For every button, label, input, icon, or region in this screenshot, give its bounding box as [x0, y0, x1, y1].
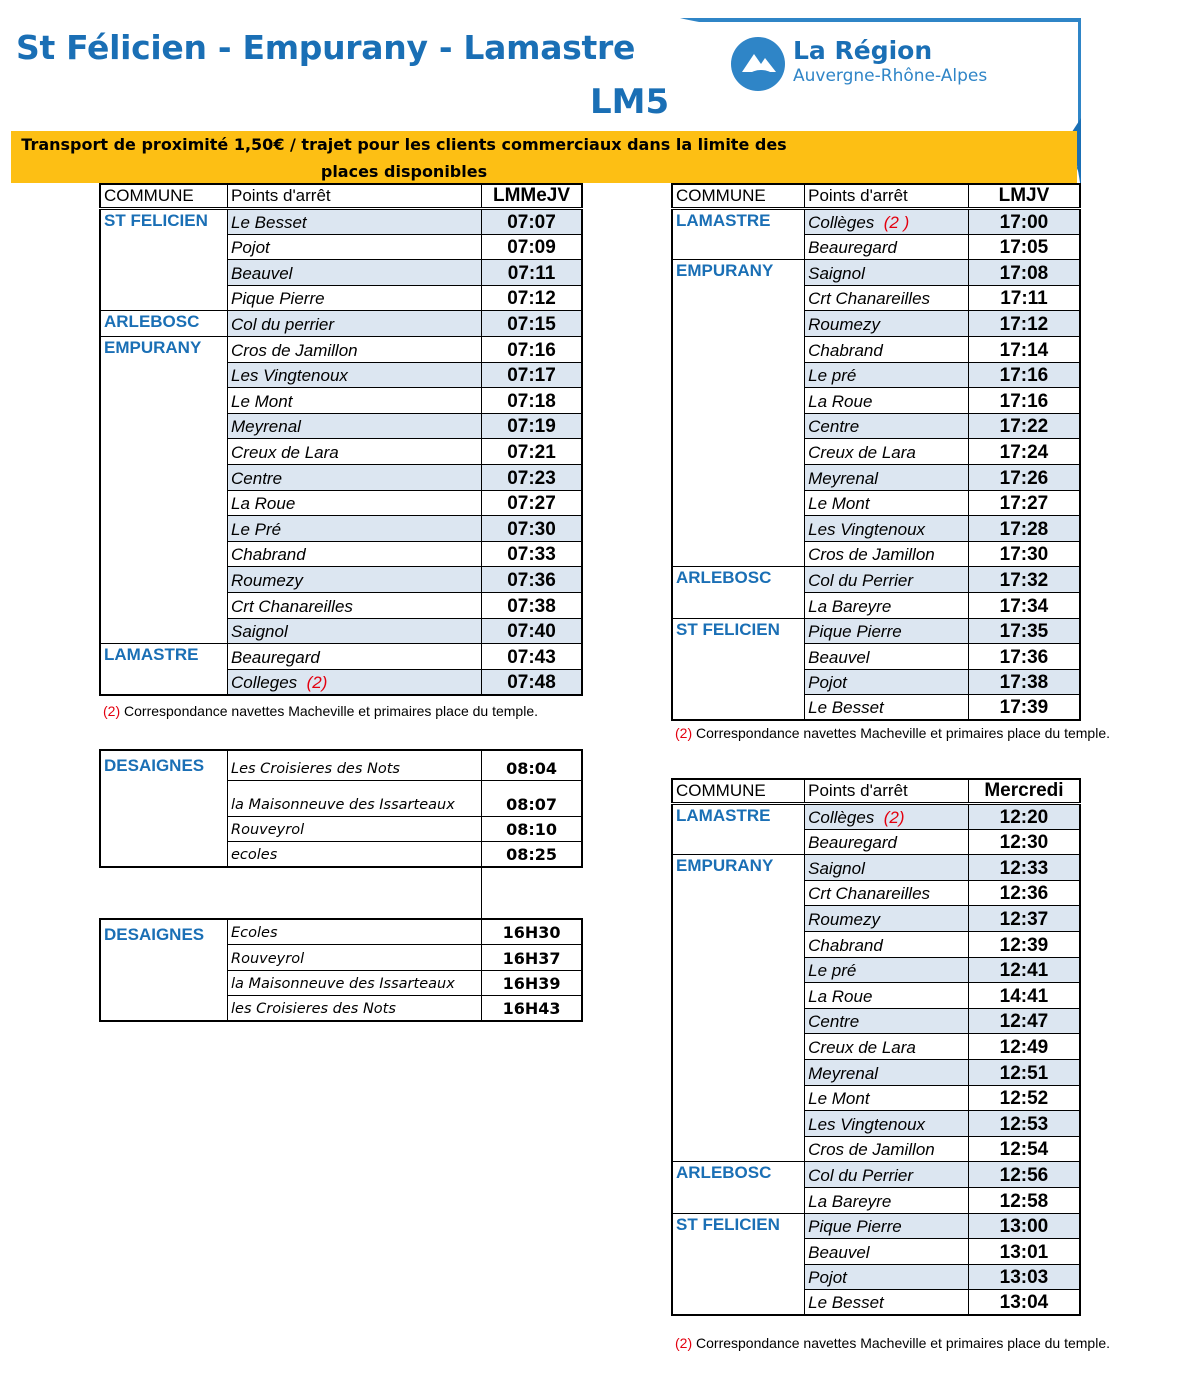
stop-note: (2) [306, 672, 328, 692]
stop-name: les Croisieres des Nots [228, 996, 482, 1022]
stop-label: La Roue [808, 986, 873, 1006]
stop-name [805, 1264, 969, 1290]
stop-name [805, 1034, 969, 1060]
stop-name [228, 285, 482, 311]
stop-name [805, 957, 969, 983]
line-code: LM5 [590, 82, 670, 122]
stop-time: 17:22 [968, 413, 1080, 439]
footnote-text: Correspondance navettes Macheville et primaires place du temple. [692, 725, 1111, 741]
stop-time: 17:36 [968, 644, 1080, 670]
stop-time: 12:30 [968, 829, 1080, 855]
stop-label: La Roue [231, 494, 296, 514]
timetable-morning [99, 183, 583, 696]
stop-time: 17:24 [968, 439, 1080, 465]
stop-time: 12:36 [968, 880, 1080, 906]
commune-name: ST FELICIEN [672, 1213, 805, 1315]
stop-name [228, 209, 482, 235]
stop-label: Le Pré [231, 519, 282, 539]
stop-name [805, 490, 969, 516]
stop-label: Beauvel [231, 263, 293, 283]
stop-name [805, 311, 969, 337]
stop-time: 07:17 [482, 362, 582, 388]
stop-name [805, 413, 969, 439]
stop-time: 12:39 [968, 931, 1080, 957]
stop-label: Crt Chanareilles [231, 596, 353, 616]
stop-time: 12:56 [968, 1162, 1080, 1188]
stop-name [805, 931, 969, 957]
stop-note: (2) [883, 807, 905, 827]
stop-label: Beauregard [808, 833, 897, 853]
stop-name [228, 234, 482, 260]
page-title: St Félicien - Empurany - Lamastre [16, 28, 636, 67]
stop-label: La Roue [808, 391, 873, 411]
stop-label: Saignol [231, 622, 288, 642]
stop-label: Centre [808, 417, 860, 437]
stop-name [805, 669, 969, 695]
stop-time: 17:00 [968, 209, 1080, 235]
stop-name [805, 1213, 969, 1239]
fare-banner-line2: places disponibles [320, 162, 488, 181]
stop-name [228, 669, 482, 695]
table-header-row [100, 184, 582, 209]
stop-label: Pojot [231, 238, 270, 258]
stop-time: 07:48 [482, 669, 582, 695]
stop-time: 07:23 [482, 464, 582, 490]
stop-label: Creux de Lara [808, 1037, 916, 1057]
fare-banner-line1: Transport de proximité 1,50€ / trajet pour les clients commerciaux dans la limite des [21, 135, 787, 154]
stop-time: 12:33 [968, 855, 1080, 881]
table-header-row [672, 184, 1080, 209]
stop-name [805, 1059, 969, 1085]
stop-label: Cros de Jamillon [231, 340, 358, 360]
footnote-table2 [675, 725, 1110, 741]
stop-time: 17:08 [968, 260, 1080, 286]
footnote-mark: (2) [103, 703, 121, 719]
footnote-mark: (2) [675, 725, 693, 741]
header-days: LMJV [968, 184, 1080, 209]
stop-time: 07:27 [482, 490, 582, 516]
stop-time: 07:18 [482, 388, 582, 414]
stop-label: Beauvel [808, 1242, 870, 1262]
stop-time: 07:38 [482, 592, 582, 618]
stop-label: Pojot [808, 1268, 847, 1288]
header-days: Mercredi [968, 779, 1080, 804]
stop-name [805, 567, 969, 593]
stop-name [228, 439, 482, 465]
stop-name: Ecoles [228, 919, 482, 945]
stop-label: Cros de Jamillon [808, 1140, 935, 1160]
stop-time: 12:47 [968, 1008, 1080, 1034]
stop-note: (2 ) [883, 212, 910, 232]
stop-label: Le Besset [808, 698, 884, 718]
stop-name [805, 855, 969, 881]
stop-name [805, 618, 969, 644]
stop-label: Crt Chanareilles [808, 884, 931, 904]
stop-label: Col du Perrier [808, 1165, 914, 1185]
stop-label: Col du perrier [231, 314, 335, 334]
desaignes-evening-table [99, 918, 583, 1022]
header-commune: COMMUNE [672, 184, 805, 209]
stop-name [805, 829, 969, 855]
commune-name: ARLEBOSC [672, 567, 805, 618]
stop-label: Les Vingtenoux [808, 519, 926, 539]
stop-name [805, 695, 969, 721]
stop-name [228, 464, 482, 490]
stop-time: 13:00 [968, 1213, 1080, 1239]
empty-spacer-cell [481, 866, 482, 918]
stop-name [228, 516, 482, 542]
stop-label: La Bareyre [808, 1191, 892, 1211]
stop-label: Chabrand [231, 545, 306, 565]
stop-time: 17:12 [968, 311, 1080, 337]
stop-label: Pojot [808, 673, 847, 693]
commune-name: DESAIGNES [100, 750, 228, 867]
timetable-evening [671, 183, 1081, 721]
table-row [672, 567, 1080, 593]
table-row [672, 1213, 1080, 1239]
stop-name [228, 490, 482, 516]
stop-label: Pique Pierre [808, 622, 902, 642]
header-commune: COMMUNE [100, 184, 228, 209]
stop-name: Rouveyrol [228, 816, 482, 842]
stop-label: Meyrenal [231, 417, 301, 437]
stop-time: 14:41 [968, 983, 1080, 1009]
commune-name: ST FELICIEN [100, 209, 228, 311]
stop-time: 12:20 [968, 804, 1080, 830]
stop-label: Saignol [808, 263, 865, 283]
stop-name [805, 1239, 969, 1265]
region-logo-subtitle: Auvergne-Rhône-Alpes [793, 66, 988, 86]
stop-time: 12:58 [968, 1187, 1080, 1213]
stop-name [228, 413, 482, 439]
commune-name: LAMASTRE [672, 804, 805, 855]
stop-name [228, 644, 482, 670]
commune-name: EMPURANY [672, 260, 805, 567]
stop-label: Chabrand [808, 340, 883, 360]
stop-time: 07:07 [482, 209, 582, 235]
stop-name [805, 516, 969, 542]
stop-name [805, 880, 969, 906]
stop-time: 17:14 [968, 336, 1080, 362]
region-logo-title: La Région [793, 36, 933, 65]
stop-name [228, 336, 482, 362]
stop-name: la Maisonneuve des Issarteaux [228, 970, 482, 996]
stop-name [805, 234, 969, 260]
stop-label: Le Mont [231, 391, 293, 411]
commune-name: ST FELICIEN [672, 618, 805, 720]
stop-time: 17:32 [968, 567, 1080, 593]
stop-time: 17:28 [968, 516, 1080, 542]
stop-time: 12:52 [968, 1085, 1080, 1111]
table-row [100, 336, 582, 362]
commune-name: ARLEBOSC [100, 311, 228, 337]
table-row [100, 209, 582, 235]
stop-label: Roumezy [808, 314, 880, 334]
stop-name [228, 567, 482, 593]
stop-label: La Bareyre [808, 596, 892, 616]
stop-label: Meyrenal [808, 1063, 879, 1083]
header-stops: Points d'arrêt [805, 184, 969, 209]
stop-name [805, 644, 969, 670]
stop-name [805, 1085, 969, 1111]
stop-time: 07:40 [482, 618, 582, 644]
timetable-wednesday [671, 778, 1081, 1316]
table-row [672, 804, 1080, 830]
stop-label: Pique Pierre [231, 289, 325, 309]
stop-time: 16H43 [502, 999, 561, 1019]
table-row [100, 644, 582, 670]
region-logo-icon [730, 36, 786, 92]
stop-name [805, 439, 969, 465]
stop-label: Pique Pierre [808, 1217, 902, 1237]
stop-time: 13:04 [968, 1290, 1080, 1316]
table-row [672, 209, 1080, 235]
commune-name: DESAIGNES [100, 919, 228, 1021]
footnote-table3 [675, 1335, 1110, 1351]
stop-name [805, 1290, 969, 1316]
header-stops: Points d'arrêt [228, 184, 482, 209]
stop-name [805, 983, 969, 1009]
stop-time: 17:26 [968, 464, 1080, 490]
stop-name [805, 388, 969, 414]
stop-label: Collèges [808, 212, 875, 232]
table-row [100, 919, 582, 945]
stop-name [805, 260, 969, 286]
stop-time: 17:39 [968, 695, 1080, 721]
stop-name [805, 1111, 969, 1137]
stop-name [228, 388, 482, 414]
stop-label: Les Vingtenoux [231, 366, 348, 386]
stop-name [805, 336, 969, 362]
table-row [100, 311, 582, 337]
stop-name [805, 285, 969, 311]
stop-name: Rouveyrol [228, 945, 482, 971]
stop-label: Centre [808, 1012, 860, 1032]
stop-time: 17:11 [968, 285, 1080, 311]
stop-label: Colleges [231, 672, 298, 692]
stop-time: 07:15 [482, 311, 582, 337]
stop-time: 07:12 [482, 285, 582, 311]
footnote-text: Correspondance navettes Macheville et primaires place du temple. [692, 1335, 1111, 1351]
table-row [672, 855, 1080, 881]
stop-name [228, 541, 482, 567]
stop-time: 07:43 [482, 644, 582, 670]
footnote-text: Correspondance navettes Macheville et primaires place du temple. [120, 703, 539, 719]
stop-name [805, 362, 969, 388]
commune-name: EMPURANY [672, 855, 805, 1162]
stop-label: Chabrand [808, 935, 883, 955]
stop-time: 13:03 [968, 1264, 1080, 1290]
stop-name [805, 1008, 969, 1034]
table-row [672, 260, 1080, 286]
stop-time: 17:16 [968, 388, 1080, 414]
header-commune: COMMUNE [672, 779, 805, 804]
stop-label: Meyrenal [808, 468, 879, 488]
stop-time: 08:25 [482, 842, 582, 868]
stop-label: Beauregard [231, 647, 320, 667]
desaignes-morning-table [99, 749, 583, 868]
stop-name [228, 311, 482, 337]
stop-time: 17:30 [968, 541, 1080, 567]
stop-time: 17:34 [968, 592, 1080, 618]
header-days: LMMeJV [482, 184, 582, 209]
stop-label: Le pré [808, 961, 857, 981]
stop-label: Le pré [808, 366, 857, 386]
stop-name [805, 464, 969, 490]
stop-name [805, 592, 969, 618]
fare-banner-text [14, 131, 794, 185]
stop-label: Collèges [808, 807, 875, 827]
stop-label: Saignol [808, 858, 865, 878]
stop-name [805, 1136, 969, 1162]
header-stops: Points d'arrêt [805, 779, 969, 804]
stop-time: 07:30 [482, 516, 582, 542]
commune-name: EMPURANY [100, 336, 228, 643]
stop-time: 07:19 [482, 413, 582, 439]
stop-time: 07:09 [482, 234, 582, 260]
table-row [672, 1162, 1080, 1188]
stop-time: 17:38 [968, 669, 1080, 695]
stop-time: 13:01 [968, 1239, 1080, 1265]
stop-time: 16H30 [482, 919, 582, 945]
stop-time: 07:36 [482, 567, 582, 593]
stop-name [805, 804, 969, 830]
stop-time: 07:16 [482, 336, 582, 362]
stop-name [805, 906, 969, 932]
stop-label: Le Mont [808, 1089, 870, 1109]
stop-time: 07:21 [482, 439, 582, 465]
stop-label: Beauvel [808, 647, 870, 667]
commune-name: ARLEBOSC [672, 1162, 805, 1213]
stop-name: la Maisonneuve des Issarteaux [228, 780, 482, 816]
stop-time: 16H37 [482, 945, 582, 971]
footnote-mark: (2) [675, 1335, 693, 1351]
stop-label: Le Besset [808, 1293, 884, 1313]
stop-time: 08:10 [482, 816, 582, 842]
stop-name [228, 260, 482, 286]
stop-time: 08:04 [482, 750, 582, 780]
stop-name [228, 592, 482, 618]
stop-time: 17:05 [968, 234, 1080, 260]
table-header-row [672, 779, 1080, 804]
stop-time: 12:49 [968, 1034, 1080, 1060]
stop-time: 17:35 [968, 618, 1080, 644]
stop-name [228, 362, 482, 388]
stop-name: Les Croisieres des Nots [228, 750, 482, 780]
table-row [672, 618, 1080, 644]
stop-time: 12:51 [968, 1059, 1080, 1085]
footnote-table1 [103, 703, 538, 719]
stop-label: Crt Chanareilles [808, 289, 931, 309]
stop-label: Roumezy [231, 570, 303, 590]
stop-name: ecoles [228, 842, 482, 868]
stop-label: Le Besset [231, 212, 307, 232]
stop-time: 07:33 [482, 541, 582, 567]
stop-label: Roumezy [808, 909, 880, 929]
table-row [100, 750, 582, 780]
stop-label: Cros de Jamillon [808, 545, 935, 565]
stop-time: 17:16 [968, 362, 1080, 388]
stop-label: Creux de Lara [231, 442, 339, 462]
stop-time: 07:11 [482, 260, 582, 286]
stop-time: 12:37 [968, 906, 1080, 932]
stop-name [228, 618, 482, 644]
stop-time: 16H39 [482, 970, 582, 996]
commune-name: LAMASTRE [100, 644, 228, 695]
stop-label: Beauregard [808, 238, 897, 258]
stop-label: Col du Perrier [808, 570, 914, 590]
stop-name [805, 1162, 969, 1188]
stop-label: Creux de Lara [808, 442, 916, 462]
stop-time: 12:54 [968, 1136, 1080, 1162]
stop-time: 08:07 [482, 780, 582, 816]
stop-time: 12:41 [968, 957, 1080, 983]
stop-label: Les Vingtenoux [808, 1114, 926, 1134]
stop-label: Le Mont [808, 494, 870, 514]
stop-time: 12:53 [968, 1111, 1080, 1137]
commune-name: LAMASTRE [672, 209, 805, 260]
stop-name [805, 541, 969, 567]
stop-time: 17:27 [968, 490, 1080, 516]
stop-name [805, 209, 969, 235]
stop-label: Centre [231, 468, 283, 488]
stop-name [805, 1187, 969, 1213]
